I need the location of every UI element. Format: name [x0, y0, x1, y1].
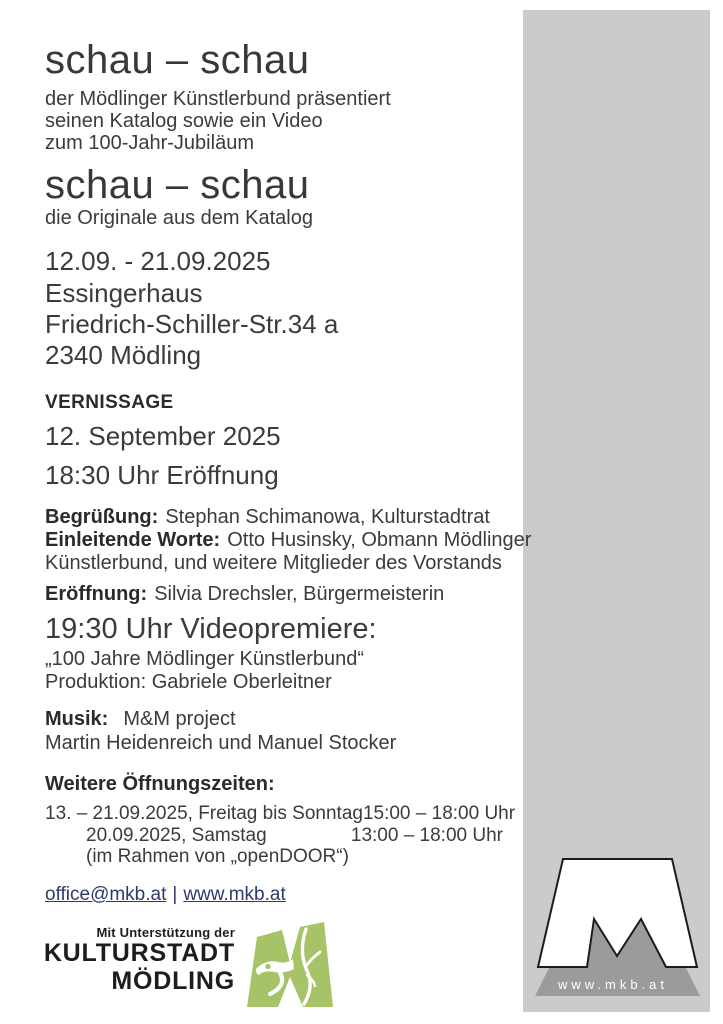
opening-speaker-line [45, 583, 444, 606]
mkb-trapezoid-m-logo [523, 850, 710, 1000]
sponsor-support-line: Mit Unterstützung der [96, 925, 235, 940]
vernissage-heading: VERNISSAGE [45, 392, 174, 413]
exhibition-date-range: 12.09. - 21.09.2025 [45, 246, 271, 276]
sponsor-text-block [43, 925, 235, 995]
vernissage-speakers-block [45, 506, 531, 575]
mkb-logo-url: www.mkb.at [557, 977, 669, 992]
contact-links-line [45, 884, 286, 906]
sponsor-city-line-2: MÖDLING [111, 966, 235, 995]
greeting-text: Stephan Schimanowa, Kulturstadtrat [165, 506, 490, 528]
sponsor-city-line-1: KULTURSTADT [43, 939, 235, 967]
hours-days: 20.09.2025, Samstag [86, 824, 267, 846]
link-separator: | [172, 884, 178, 905]
vernissage-time: 18:30 Uhr Eröffnung [45, 460, 279, 490]
opening-hours-row [45, 825, 503, 847]
intro-text-block [45, 88, 391, 154]
music-label: Musik: [45, 708, 109, 730]
email-link[interactable]: office@mkb.at [45, 884, 167, 905]
venue-address-block [45, 278, 338, 371]
venue-street: Friedrich-Schiller-Str.34 a [45, 309, 339, 339]
film-title: „100 Jahre Mödlinger Künstlerbund“ [45, 648, 365, 670]
mkb-white-m [538, 859, 697, 967]
greeting-line [45, 506, 531, 529]
greeting-label: Begrüßung: [45, 506, 159, 528]
opening-hours-row [45, 846, 503, 868]
intro-line: der Mödlinger Künstlerbund präsentiert [45, 88, 391, 110]
introductory-words-text: Otto Husinsky, Obmann Mödlinger [227, 529, 532, 551]
music-musicians: Martin Heidenreich und Manuel Stocker [45, 731, 397, 754]
introductory-words-line [45, 529, 531, 552]
main-title: schau – schau [45, 38, 310, 82]
figure-eye [265, 964, 270, 969]
music-block [45, 708, 396, 755]
vernissage-date: 12. September 2025 [45, 421, 281, 451]
hours-days: 13. – 21.09.2025, Freitag bis Sonntag [45, 803, 363, 824]
opening-hours-heading: Weitere Öffnungszeiten: [45, 773, 275, 795]
video-premiere-heading: 19:30 Uhr Videopremiere: [45, 613, 377, 645]
video-premiere-block [45, 648, 364, 693]
second-subtitle: die Originale aus dem Katalog [45, 207, 313, 229]
music-act: M&M project [123, 708, 236, 730]
hours-note: (im Rahmen von „openDOOR“) [86, 846, 349, 867]
opening-hours-row [45, 803, 516, 825]
opening-label: Eröffnung: [45, 583, 148, 605]
venue-name: Essingerhaus [45, 278, 203, 308]
opening-text: Silvia Drechsler, Bürgermeisterin [154, 583, 445, 605]
music-line [45, 708, 396, 732]
second-title: schau – schau [45, 163, 310, 207]
introductory-words-continuation: Künstlerbund, und weitere Mitglieder des Vorstands [45, 552, 502, 574]
opening-hours-table [45, 803, 516, 868]
kulturstadt-moedling-m-logo [244, 917, 336, 1011]
intro-line: seinen Katalog sowie ein Video [45, 110, 323, 132]
website-link[interactable]: www.mkb.at [183, 884, 286, 905]
venue-city: 2340 Mödling [45, 340, 202, 370]
intro-line: zum 100-Jahr-Jubiläum [45, 132, 254, 154]
hours-time: 13:00 – 18:00 Uhr [350, 824, 503, 846]
introductory-words-label: Einleitende Worte: [45, 529, 221, 551]
film-production: Produktion: Gabriele Oberleitner [45, 670, 332, 693]
hours-time: 15:00 – 18:00 Uhr [362, 803, 516, 824]
